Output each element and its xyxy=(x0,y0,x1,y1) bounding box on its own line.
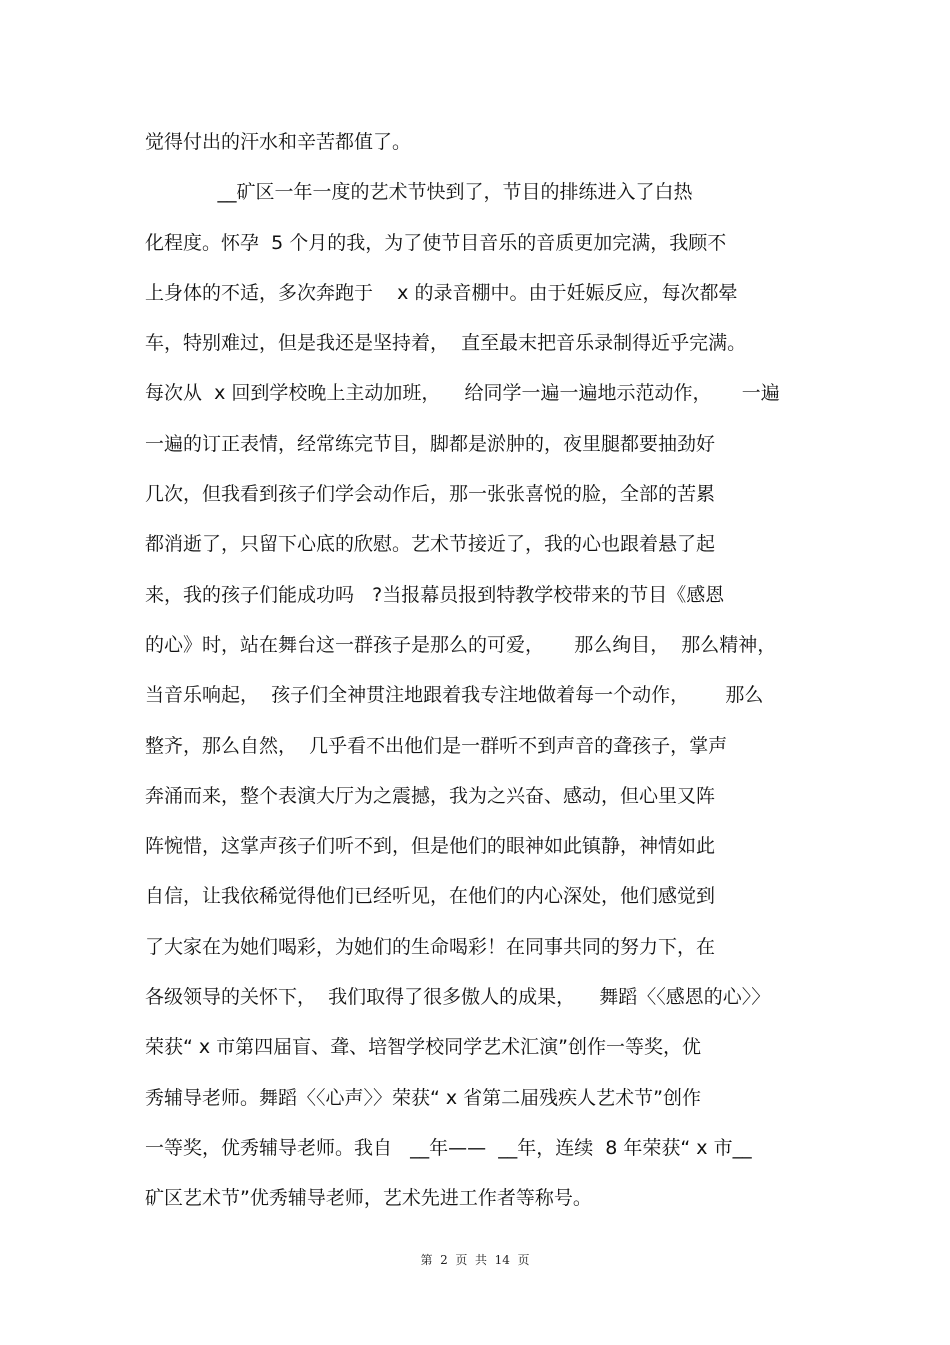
text-line: 自信，让我依稀觉得他们已经听见，在他们的内心深处，他们感觉到 xyxy=(145,885,716,908)
text-line: 都消逝了，只留下心底的欣慰。艺术节接近了，我的心也跟着悬了起 xyxy=(145,533,716,556)
text-line: 矿区艺术节”优秀辅导老师，艺术先进工作者等称号。 xyxy=(145,1187,592,1210)
text-line: 每次从 x 回到学校晚上主动加班， 给同学一遍一遍地示范动作， 一遍 xyxy=(145,382,780,405)
text-line: 上身体的不适，多次奔跑于 x 的录音棚中。由于妊娠反应，每次都晕 xyxy=(145,281,738,304)
text-line: 奔涌而来，整个表演大厅为之震撼，我为之兴奋、感动，但心里又阵 xyxy=(145,784,716,807)
text-line: 阵惋惜，这掌声孩子们听不到，但是他们的眼神如此镇静，神情如此 xyxy=(145,835,716,858)
body-text xyxy=(145,117,825,1224)
text-line: 各级领导的关怀下， 我们取得了很多傲人的成果， 舞蹈〈〈感恩的心〉〉 xyxy=(145,986,771,1009)
text-line: 当音乐响起， 孩子们全神贯注地跟着我专注地做着每一个动作， 那么 xyxy=(145,684,764,707)
text-line: 秀辅导老师。舞蹈〈〈心声〉〉荣获“ x 省第二届残疾人艺术节”创作 xyxy=(145,1086,702,1109)
text-line: 的心》时，站在舞台这一群孩子是那么的可爱， 那么绚目， 那么精神， xyxy=(145,633,777,656)
text-line: 来，我的孩子们能成功吗 ?当报幕员报到特教学校带来的节目《感恩 xyxy=(145,583,725,606)
text-line: 化程度。怀孕 5 个月的我，为了使节目音乐的音质更加完满，我顾不 xyxy=(145,231,727,254)
text-line: 了大家在为她们喝彩，为她们的生命喝彩！在同事共同的努力下，在 xyxy=(145,935,716,958)
text-line: 觉得付出的汗水和辛苦都值了。 xyxy=(145,131,412,153)
text-line: 几次，但我看到孩子们学会动作后，那一张张喜悦的脸，全部的苦累 xyxy=(145,483,716,506)
text-line: __矿区一年一度的艺术节快到了，节目的排练进入了白热 xyxy=(145,181,693,204)
text-line: 一等奖，优秀辅导老师。我自 __年—— __年，连续 8 年荣获“ x 市__ xyxy=(145,1136,752,1159)
page-number-footer: 第 2 页 共 14 页 xyxy=(420,1253,530,1267)
text-line: 车，特别难过，但是我还是坚持着， 直至最末把音乐录制得近乎完满。 xyxy=(145,332,747,355)
text-line: 整齐，那么自然， 几乎看不出他们是一群听不到声音的聋孩子，掌声 xyxy=(145,734,728,757)
text-line: 一遍的订正表情，经常练完节目，脚都是淤肿的，夜里腿都要抽劲好 xyxy=(145,432,716,455)
text-line: 荣获“ x 市第四届盲、聋、培智学校同学艺术汇演”创作一等奖，优 xyxy=(145,1036,702,1059)
